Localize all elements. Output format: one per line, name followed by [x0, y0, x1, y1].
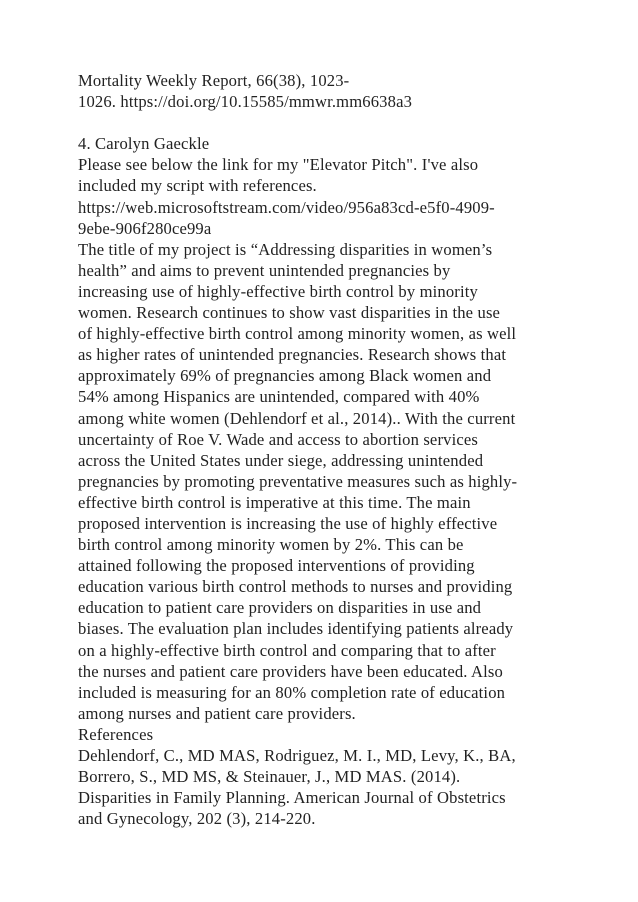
body-line: biases. The evaluation plan includes identifying patients already — [78, 619, 514, 639]
body-line: effective birth control is imperative at this time. The main — [78, 492, 471, 512]
reference-line: Dehlendorf, C., MD MAS, Rodriguez, M. I., MD, Levy, K., BA, — [78, 746, 516, 765]
body-line: across the United States under siege, addressing unintended — [78, 450, 484, 470]
citation-line: Mortality Weekly Report, 66(38), 1023- — [78, 71, 350, 90]
body-line: as higher rates of unintended pregnancies. Research shows that — [78, 345, 507, 365]
body-line: women. Research continues to show vast disparities in the use — [78, 303, 501, 323]
body-line: 54% among Hispanics are unintended, compared with 40% — [78, 387, 480, 407]
reference-line: Borrero, S., MD MS, & Steinauer, J., MD MAS. (2014). — [78, 767, 461, 787]
body-line: approximately 69% of pregnancies among Black women and — [78, 366, 492, 386]
body-line: education various birth control methods to nurses and providing — [78, 577, 513, 597]
body-line: birth control among minority women by 2%. This can be — [78, 535, 464, 555]
body-line: health” and aims to prevent unintended pregnancies by — [78, 260, 451, 280]
video-link-line[interactable]: https://web.microsoftstream.com/video/956a83cd-e5f0-4909- — [78, 197, 495, 217]
paragraph-spacer — [78, 112, 598, 133]
body-line: pregnancies by promoting preventative measures such as highly- — [78, 471, 518, 491]
document-text — [78, 70, 598, 829]
references-heading: References — [78, 724, 154, 744]
body-line: on a highly-effective birth control and comparing that to after — [78, 640, 496, 660]
body-line: attained following the proposed interventions of providing — [78, 556, 475, 576]
body-line: the nurses and patient care providers have been educated. Also — [78, 661, 503, 681]
body-line: among white women (Dehlendorf et al., 2014).. With the current — [78, 408, 516, 428]
citation-line: 1026. https://doi.org/10.15585/mmwr.mm6638a3 — [78, 92, 413, 112]
intro-line: Please see below the link for my "Elevator Pitch". I've also — [78, 155, 479, 175]
body-line: education to patient care providers on disparities in use and — [78, 598, 482, 618]
intro-line: included my script with references. — [78, 176, 317, 196]
body-line: of highly-effective birth control among minority women, as well — [78, 324, 517, 344]
video-link-line[interactable]: 9ebe-906f280ce99a — [78, 218, 212, 238]
body-line: proposed intervention is increasing the use of highly effective — [78, 513, 498, 533]
body-line: among nurses and patient care providers. — [78, 703, 356, 723]
body-line: The title of my project is “Addressing disparities in women’s — [78, 239, 493, 259]
reference-line: Disparities in Family Planning. American Journal of Obstetrics — [78, 788, 506, 808]
body-line: uncertainty of Roe V. Wade and access to abortion services — [78, 429, 478, 449]
section-heading: 4. Carolyn Gaeckle — [78, 134, 210, 154]
body-line: included is measuring for an 80% completion rate of education — [78, 682, 506, 702]
reference-line: and Gynecology, 202 (3), 214-220. — [78, 809, 316, 829]
body-line: increasing use of highly-effective birth control by minority — [78, 281, 478, 301]
